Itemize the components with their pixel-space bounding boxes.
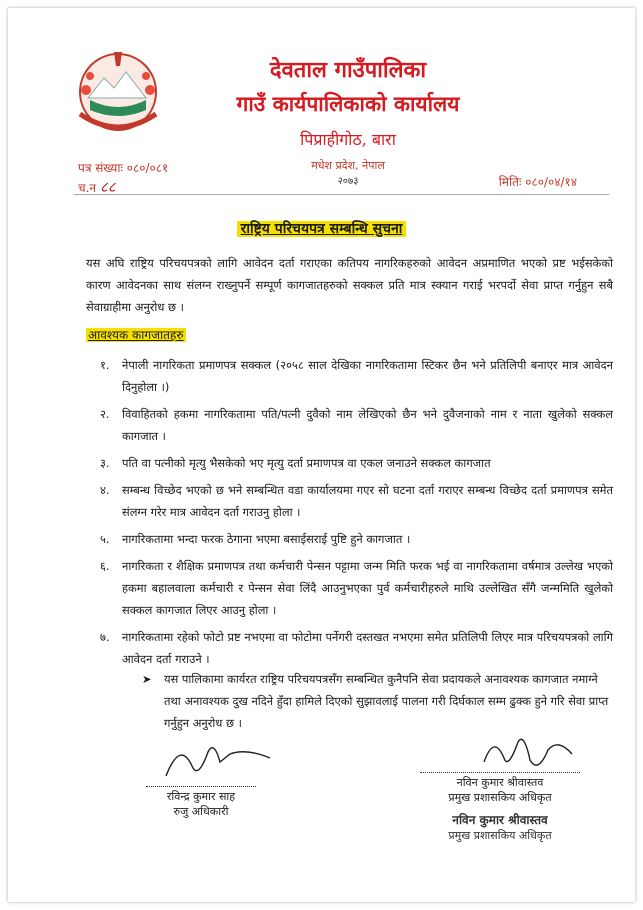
list-item-text: नागरिकता र शैक्षिक प्रमाणपत्र तथा कर्मचारी पेन्सन पट्टामा जन्म मिति फरक भई वा नागरिकतामा वर्षमात्र उल्लेख भएको हकमा बहालवाला कर्मचारी र पेन्सन सेवा लिंदै आउनुभएका पुर्व कर्मचारीहरुले माथि उल्लेखित सँगै जन्ममिति खुलेको सक्कल कागजात लिएर आउनु होला । <box>122 559 613 617</box>
letter-number-value: ०८०/०८१ <box>126 161 169 175</box>
list-item <box>100 479 613 523</box>
list-item-text: नेपाली नागरिकता प्रमाणपत्र सक्कल (२०५८ साल देखिका नागरिकतामा स्टिकर छैन भने प्रतिलिपी बनाएर मात्र आवेदन दिनुहोला ।) <box>122 358 613 394</box>
list-item <box>100 626 613 670</box>
office-name: गाउँ कार्यपालिकाको कार्यालय <box>236 91 460 116</box>
list-item <box>100 555 613 621</box>
list-item-number: ५. <box>100 532 110 546</box>
notice-title-text: राष्ट्रिय परिचयपत्र सम्बन्धि सुचना <box>237 221 407 237</box>
left-signatory-title: रुजु अधिकारी <box>173 805 229 818</box>
documents-list <box>100 354 613 675</box>
letter-number-label: पत्र संख्याः <box>78 161 123 175</box>
list-item-text: पति वा पत्नीको मृत्यु भैसकेको भए मृत्यु दर्ता प्रमाणपत्र वा एकल जनाउने सक्कल कागजात <box>122 456 491 470</box>
list-item-number: ३. <box>100 456 110 470</box>
issue-date: मितिः ०८०/०४/१४ <box>498 175 577 189</box>
letter-number <box>78 159 168 176</box>
documents-heading-text: आवश्यक कागजातहरु <box>88 328 184 342</box>
list-item-text: नागरिकतामा भन्दा फरक ठेगाना भएमा बसाईसराई पुष्टि हुने कागजात । <box>122 532 411 546</box>
notice-title <box>8 218 635 238</box>
left-signatory <box>146 786 256 819</box>
right-signatory-name: नविन कुमार श्रीवास्तव <box>456 776 544 789</box>
stamp-name: नविन कुमार श्रीवास्तव <box>452 813 548 827</box>
intro-paragraph: यस अघि राष्ट्रिय परिचयपत्रको लागि आवेदन दर्ता गराएका कतिपय नागरिकहरुको आवेदन अप्रमाणित भएको प्रष्ट भईसकेको कारण आवेदनका साथ संलग्न राख्नुपर्ने सम्पूर्ण कागजातहरुको सक्कल प्रति मात्र स्क्यान गराई भरपर्दो सेवा प्राप्त गर्नुहुन सबै सेवाग्राहीमा अनुरोध छ । <box>86 256 613 314</box>
list-item-number: ६. <box>100 559 110 573</box>
advisory-note-text: यस पालिकामा कार्यरत राष्ट्रिय परिचयपत्रसँग सम्बन्धित कुनैपनि सेवा प्रदायकले अनावश्यक कागजात नमाग्ने तथा अनावश्यक दुख नदिने हुँदा हामिले दिएको सुझावलाई पालना गरी दिर्घकाल सम्म ढुक्क हुने गरि सेवा प्राप्त गर्नुहुन अनुरोध छ । <box>164 672 609 730</box>
stamp-title: प्रमुख प्रशासकिय अधिकृत <box>448 829 552 842</box>
left-signature-icon <box>158 736 278 784</box>
right-signatory <box>420 772 580 843</box>
list-item-text: विवाहितको हकमा नागरिकतामा पति/पत्नी दुवैको नाम लेखिएको छैन भने दुवैजनाको नाम र नाता खुलेको सक्कल कागजात । <box>122 407 613 443</box>
list-item-text: सम्बन्ध विच्छेद भएको छ भने सम्बन्धित वडा कार्यालयमा गएर सो घटना दर्ता गराएर सम्बन्ध विच्छेद दर्ता प्रमाणपत्र समेत संलग्न गरेर मात्र आवेदन दर्ता गराउनु होला । <box>122 483 613 519</box>
right-signature-line <box>420 772 580 773</box>
list-item <box>100 452 613 474</box>
advisory-note <box>136 668 609 734</box>
dispatch-number-value: ८८ <box>99 178 116 196</box>
left-signature-line <box>146 786 256 787</box>
list-item-number: २. <box>100 407 110 421</box>
list-item <box>100 528 613 550</box>
left-signatory-name: रविन्द्र कुमार साह <box>166 790 236 803</box>
list-item <box>100 403 613 447</box>
nepal-emblem-icon <box>70 44 166 136</box>
documents-heading <box>86 324 186 343</box>
notice-page <box>8 8 635 902</box>
list-item-text: नागरिकतामा रहेको फोटो प्रष्ट नभएमा वा फोटोमा पर्नेगरी दस्तखत नभएमा समेत प्रतिलिपी लिएर मात्र परिचयपत्रको लागि आवेदन दर्ता गराउने । <box>122 630 613 666</box>
established-year: २०७३ <box>337 176 359 187</box>
province-name: मधेश प्रदेश, नेपाल <box>311 159 385 172</box>
list-item-number: १. <box>100 358 110 372</box>
right-signatory-title: प्रमुख प्रशासकिय अधिकृत <box>448 791 552 804</box>
header-divider <box>74 194 609 195</box>
office-address: पिप्राहीगोठ, बारा <box>300 130 396 149</box>
right-signature-icon <box>478 730 578 776</box>
list-item-number: ४. <box>100 483 110 497</box>
municipality-name: देवताल गाउँपालिका <box>269 57 427 83</box>
list-item-number: ७. <box>100 630 110 644</box>
arrow-bullet-icon: ➤ <box>142 672 152 686</box>
dispatch-number-label: च.न <box>78 181 97 195</box>
list-item <box>100 354 613 398</box>
